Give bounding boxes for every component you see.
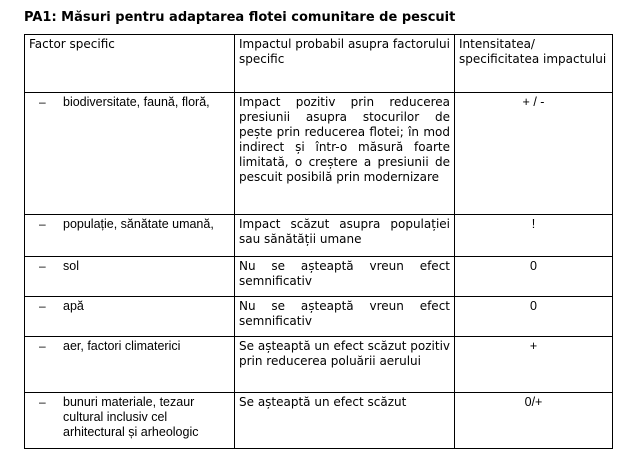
table-row [25,337,613,393]
list-dash: – [39,95,46,109]
factor-label: sol [63,259,79,273]
impact-table [24,34,613,449]
intensity-cell: 0 [455,297,613,337]
list-dash: – [39,259,46,273]
list-dash: – [39,217,46,231]
impact-cell: Impact pozitiv prin reducerea presiunii asupra stocurilor de pește prin reducerea flotei; în mod indirect și într-o măsură foarte limitată, o creștere a presiunii de pescuit posibilă prin modernizare [235,93,455,215]
factor-label: populație, sănătate umană, [63,217,214,231]
list-dash: – [39,395,46,409]
factor-label: aer, factori climaterici [63,339,181,353]
factor-cell [25,337,235,393]
list-dash: – [39,299,46,313]
table-row [25,215,613,257]
table-row [25,257,613,297]
table-row [25,393,613,449]
factor-label: biodiversitate, faună, floră, [63,95,210,109]
header-factor: Factor specific [25,35,235,93]
factor-label: apă [63,299,84,313]
intensity-cell: 0/+ [455,393,613,449]
factor-cell [25,257,235,297]
header-intensity: Intensitatea/ specificitatea impactului [455,35,613,93]
factor-cell [25,393,235,449]
intensity-cell: + [455,337,613,393]
factor-cell [25,297,235,337]
intensity-cell: ! [455,215,613,257]
impact-cell: Se așteaptă un efect scăzut pozitiv prin reducerea poluării aerului [235,337,455,393]
factor-cell [25,93,235,215]
impact-cell: Nu se așteaptă vreun efect semnificativ [235,257,455,297]
intensity-cell: + / - [455,93,613,215]
factor-label: bunuri materiale, tezaur cultural inclusiv cel arhitectural și arheologic [63,395,199,439]
table-header-row [25,35,613,93]
impact-cell: Nu se așteaptă vreun efect semnificativ [235,297,455,337]
list-dash: – [39,339,46,353]
impact-cell: Se așteaptă un efect scăzut [235,393,455,449]
factor-cell [25,215,235,257]
intensity-cell: 0 [455,257,613,297]
document-title: PA1: Măsuri pentru adaptarea flotei comunitare de pescuit [24,10,456,25]
table-row [25,93,613,215]
table-row [25,297,613,337]
header-impact: Impactul probabil asupra factorului specific [235,35,455,93]
impact-cell: Impact scăzut asupra populației sau sănătății umane [235,215,455,257]
